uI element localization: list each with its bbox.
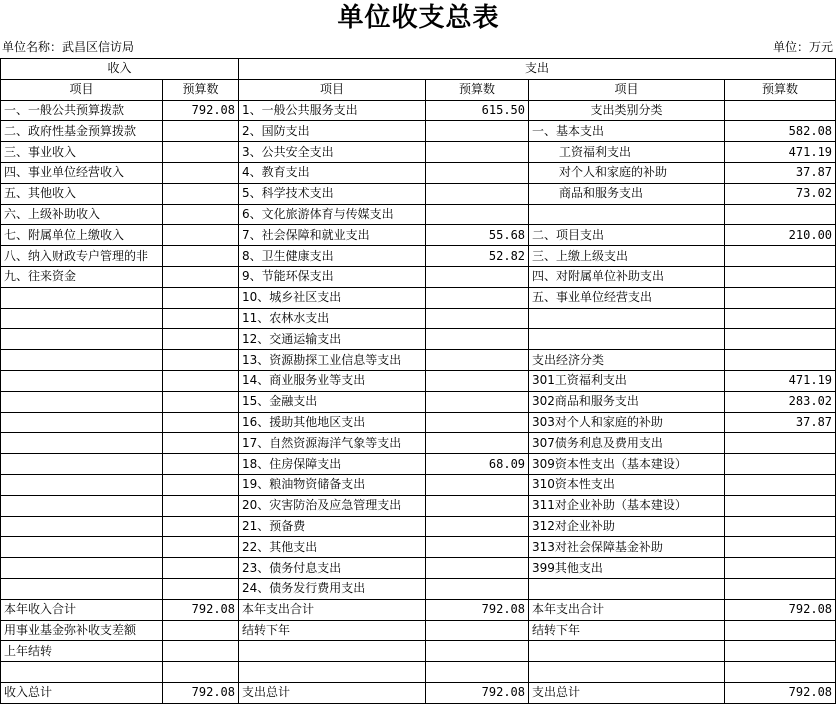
expense-budget-cell (426, 266, 529, 287)
income-budget-cell (163, 246, 239, 267)
income-budget-cell (163, 391, 239, 412)
category-item-cell: 支出经济分类 (529, 350, 725, 371)
category-budget-cell (725, 287, 836, 308)
expense-item-cell: 5、科学技术支出 (239, 183, 426, 204)
column-header-budget: 预算数 (163, 79, 239, 100)
income-item-cell (1, 558, 163, 579)
column-header-item: 项目 (529, 79, 725, 100)
income-budget-cell (163, 287, 239, 308)
category-item-cell: 结转下年 (529, 620, 725, 641)
category-item-cell: 312对企业补助 (529, 516, 725, 537)
expense-item-cell: 21、预备费 (239, 516, 426, 537)
expense-item-cell: 19、粮油物资储备支出 (239, 474, 426, 495)
unit-label: 单位：万元 (772, 40, 833, 54)
table-row (1, 246, 836, 267)
income-budget-cell (163, 121, 239, 142)
category-item-cell: 303对个人和家庭的补助 (529, 412, 725, 433)
table-row (1, 142, 836, 163)
table-row (1, 225, 836, 246)
expense-item-cell: 15、金融支出 (239, 391, 426, 412)
income-item-cell (1, 495, 163, 516)
category-item-cell: 302商品和服务支出 (529, 391, 725, 412)
table-row (1, 516, 836, 537)
expense-item-cell: 12、交通运输支出 (239, 329, 426, 350)
income-item-cell (1, 433, 163, 454)
expense-item-cell: 24、债务发行费用支出 (239, 578, 426, 599)
category-budget-cell (725, 329, 836, 350)
expense-budget-cell (426, 391, 529, 412)
income-item-cell (1, 329, 163, 350)
income-item-cell (1, 537, 163, 558)
income-budget-cell (163, 142, 239, 163)
category-budget-cell (725, 100, 836, 121)
expense-budget-cell (426, 121, 529, 142)
expense-item-cell: 8、卫生健康支出 (239, 246, 426, 267)
category-item-cell: 工资福利支出 (529, 142, 725, 163)
income-budget-cell (163, 412, 239, 433)
category-budget-cell: 792.08 (725, 682, 836, 703)
table-row (1, 558, 836, 579)
table-row (1, 183, 836, 204)
income-budget-cell (163, 558, 239, 579)
column-header-budget: 预算数 (426, 79, 529, 100)
income-budget-cell (163, 350, 239, 371)
category-item-cell: 五、事业单位经营支出 (529, 287, 725, 308)
category-budget-cell: 582.08 (725, 121, 836, 142)
expense-item-cell: 结转下年 (239, 620, 426, 641)
income-item-cell (1, 308, 163, 329)
category-item-cell: 307债务利息及费用支出 (529, 433, 725, 454)
category-item-cell: 对个人和家庭的补助 (529, 162, 725, 183)
income-budget-cell (163, 204, 239, 225)
expense-item-cell: 11、农林水支出 (239, 308, 426, 329)
table-row (1, 620, 836, 641)
category-item-cell: 本年支出合计 (529, 599, 725, 620)
table-row (1, 682, 836, 703)
expense-budget-cell: 792.08 (426, 682, 529, 703)
budget-table (0, 58, 836, 704)
income-item-cell (1, 454, 163, 475)
table-row (1, 121, 836, 142)
expense-budget-cell (426, 308, 529, 329)
category-item-cell: 商品和服务支出 (529, 183, 725, 204)
category-item-cell: 313对社会保障基金补助 (529, 537, 725, 558)
table-row (1, 287, 836, 308)
category-item-cell: 310资本性支出 (529, 474, 725, 495)
expense-budget-cell: 52.82 (426, 246, 529, 267)
expense-budget-cell (426, 495, 529, 516)
category-budget-cell (725, 578, 836, 599)
expense-budget-cell (426, 350, 529, 371)
income-item-cell: 九、往来资金 (1, 266, 163, 287)
category-item-cell (529, 662, 725, 683)
income-item-cell: 四、事业单位经营收入 (1, 162, 163, 183)
unit-name: 单位名称：武昌区信访局 (2, 40, 135, 54)
expense-item-cell: 9、节能环保支出 (239, 266, 426, 287)
category-budget-cell: 792.08 (725, 599, 836, 620)
income-header: 收入 (1, 59, 239, 80)
expense-budget-cell: 792.08 (426, 599, 529, 620)
expense-item-cell: 20、灾害防治及应急管理支出 (239, 495, 426, 516)
income-item-cell (1, 662, 163, 683)
category-budget-cell (725, 620, 836, 641)
column-header-item: 项目 (1, 79, 163, 100)
category-budget-cell (725, 246, 836, 267)
expense-item-cell: 4、教育支出 (239, 162, 426, 183)
category-item-cell: 二、项目支出 (529, 225, 725, 246)
income-item-cell: 本年收入合计 (1, 599, 163, 620)
expense-budget-cell (426, 537, 529, 558)
expense-budget-cell (426, 329, 529, 350)
category-budget-cell (725, 537, 836, 558)
category-budget-cell (725, 558, 836, 579)
category-budget-cell: 210.00 (725, 225, 836, 246)
table-row (1, 204, 836, 225)
category-budget-cell (725, 474, 836, 495)
category-budget-cell: 37.87 (725, 412, 836, 433)
income-budget-cell (163, 370, 239, 391)
category-item-cell: 支出类别分类 (529, 100, 725, 121)
income-item-cell: 一、一般公共预算拨款 (1, 100, 163, 121)
expense-item-cell: 10、城乡社区支出 (239, 287, 426, 308)
income-item-cell: 三、事业收入 (1, 142, 163, 163)
income-budget-cell (163, 474, 239, 495)
income-budget-cell (163, 454, 239, 475)
expense-budget-cell (426, 142, 529, 163)
expense-budget-cell (426, 641, 529, 662)
expense-budget-cell (426, 662, 529, 683)
category-item-cell (529, 578, 725, 599)
table-row (1, 599, 836, 620)
category-item-cell: 支出总计 (529, 682, 725, 703)
income-budget-cell (163, 641, 239, 662)
income-item-cell: 八、纳入财政专户管理的非 (1, 246, 163, 267)
category-item-cell (529, 641, 725, 662)
expense-item-cell: 22、其他支出 (239, 537, 426, 558)
category-item-cell: 309资本性支出（基本建设） (529, 454, 725, 475)
income-item-cell: 六、上级补助收入 (1, 204, 163, 225)
category-item-cell: 三、上缴上级支出 (529, 246, 725, 267)
expense-item-cell: 6、文化旅游体育与传媒支出 (239, 204, 426, 225)
category-budget-cell (725, 641, 836, 662)
expense-budget-cell (426, 516, 529, 537)
income-budget-cell (163, 578, 239, 599)
category-budget-cell (725, 516, 836, 537)
table-row (1, 266, 836, 287)
expense-budget-cell (426, 370, 529, 391)
expense-item-cell: 14、商业服务业等支出 (239, 370, 426, 391)
category-item-cell (529, 329, 725, 350)
expense-budget-cell (426, 183, 529, 204)
income-budget-cell (163, 620, 239, 641)
category-budget-cell (725, 662, 836, 683)
expense-item-cell: 2、国防支出 (239, 121, 426, 142)
table-row (1, 433, 836, 454)
expense-budget-cell: 55.68 (426, 225, 529, 246)
category-budget-cell (725, 495, 836, 516)
income-item-cell (1, 578, 163, 599)
income-item-cell: 二、政府性基金预算拨款 (1, 121, 163, 142)
expense-budget-cell (426, 578, 529, 599)
income-item-cell: 七、附属单位上缴收入 (1, 225, 163, 246)
category-budget-cell (725, 204, 836, 225)
expense-item-cell (239, 641, 426, 662)
income-budget-cell (163, 308, 239, 329)
header-row-columns (1, 79, 836, 100)
expense-header: 支出 (239, 59, 836, 80)
income-budget-cell (163, 537, 239, 558)
income-item-cell: 上年结转 (1, 641, 163, 662)
table-row (1, 662, 836, 683)
category-budget-cell (725, 350, 836, 371)
expense-item-cell: 本年支出合计 (239, 599, 426, 620)
income-budget-cell (163, 162, 239, 183)
category-budget-cell (725, 454, 836, 475)
page-title: 单位收支总表 (337, 3, 500, 33)
table-row (1, 100, 836, 121)
category-budget-cell: 283.02 (725, 391, 836, 412)
category-budget-cell (725, 433, 836, 454)
expense-budget-cell (426, 412, 529, 433)
category-budget-cell: 471.19 (725, 142, 836, 163)
income-budget-cell (163, 516, 239, 537)
category-item-cell (529, 308, 725, 329)
header-row-sections (1, 59, 836, 80)
table-row (1, 537, 836, 558)
expense-item-cell: 16、援助其他地区支出 (239, 412, 426, 433)
expense-item-cell: 3、公共安全支出 (239, 142, 426, 163)
expense-item-cell: 1、一般公共服务支出 (239, 100, 426, 121)
expense-item-cell: 7、社会保障和就业支出 (239, 225, 426, 246)
income-item-cell (1, 370, 163, 391)
category-item-cell: 311对企业补助（基本建设） (529, 495, 725, 516)
income-item-cell: 收入总计 (1, 682, 163, 703)
income-budget-cell: 792.08 (163, 599, 239, 620)
expense-budget-cell (426, 162, 529, 183)
expense-budget-cell: 68.09 (426, 454, 529, 475)
income-budget-cell (163, 266, 239, 287)
expense-budget-cell (426, 433, 529, 454)
table-row (1, 474, 836, 495)
table-row (1, 454, 836, 475)
category-item-cell: 301工资福利支出 (529, 370, 725, 391)
income-budget-cell (163, 662, 239, 683)
expense-budget-cell (426, 558, 529, 579)
income-budget-cell (163, 225, 239, 246)
table-row (1, 370, 836, 391)
table-row (1, 495, 836, 516)
category-item-cell: 一、基本支出 (529, 121, 725, 142)
income-item-cell (1, 350, 163, 371)
expense-item-cell: 13、资源勘探工业信息等支出 (239, 350, 426, 371)
table-row (1, 641, 836, 662)
table-row (1, 391, 836, 412)
income-budget-cell: 792.08 (163, 100, 239, 121)
income-item-cell (1, 391, 163, 412)
income-item-cell (1, 516, 163, 537)
column-header-budget: 预算数 (725, 79, 836, 100)
income-item-cell: 五、其他收入 (1, 183, 163, 204)
table-row (1, 412, 836, 433)
category-budget-cell: 37.87 (725, 162, 836, 183)
income-item-cell (1, 287, 163, 308)
category-item-cell (529, 204, 725, 225)
column-header-item: 项目 (239, 79, 426, 100)
expense-budget-cell (426, 474, 529, 495)
expense-item-cell: 18、住房保障支出 (239, 454, 426, 475)
expense-item-cell (239, 662, 426, 683)
income-budget-cell (163, 329, 239, 350)
expense-budget-cell (426, 204, 529, 225)
category-item-cell: 四、对附属单位补助支出 (529, 266, 725, 287)
category-budget-cell: 471.19 (725, 370, 836, 391)
expense-item-cell: 23、债务付息支出 (239, 558, 426, 579)
expense-item-cell: 支出总计 (239, 682, 426, 703)
expense-budget-cell (426, 287, 529, 308)
expense-item-cell: 17、自然资源海洋气象等支出 (239, 433, 426, 454)
category-budget-cell (725, 266, 836, 287)
table-row (1, 350, 836, 371)
category-budget-cell: 73.02 (725, 183, 836, 204)
income-budget-cell (163, 495, 239, 516)
income-budget-cell (163, 433, 239, 454)
income-item-cell (1, 412, 163, 433)
table-row (1, 578, 836, 599)
income-item-cell (1, 474, 163, 495)
table-row (1, 329, 836, 350)
expense-budget-cell: 615.50 (426, 100, 529, 121)
category-budget-cell (725, 308, 836, 329)
income-budget-cell: 792.08 (163, 682, 239, 703)
income-budget-cell (163, 183, 239, 204)
expense-budget-cell (426, 620, 529, 641)
table-row (1, 162, 836, 183)
category-item-cell: 399其他支出 (529, 558, 725, 579)
income-item-cell: 用事业基金弥补收支差额 (1, 620, 163, 641)
table-row (1, 308, 836, 329)
